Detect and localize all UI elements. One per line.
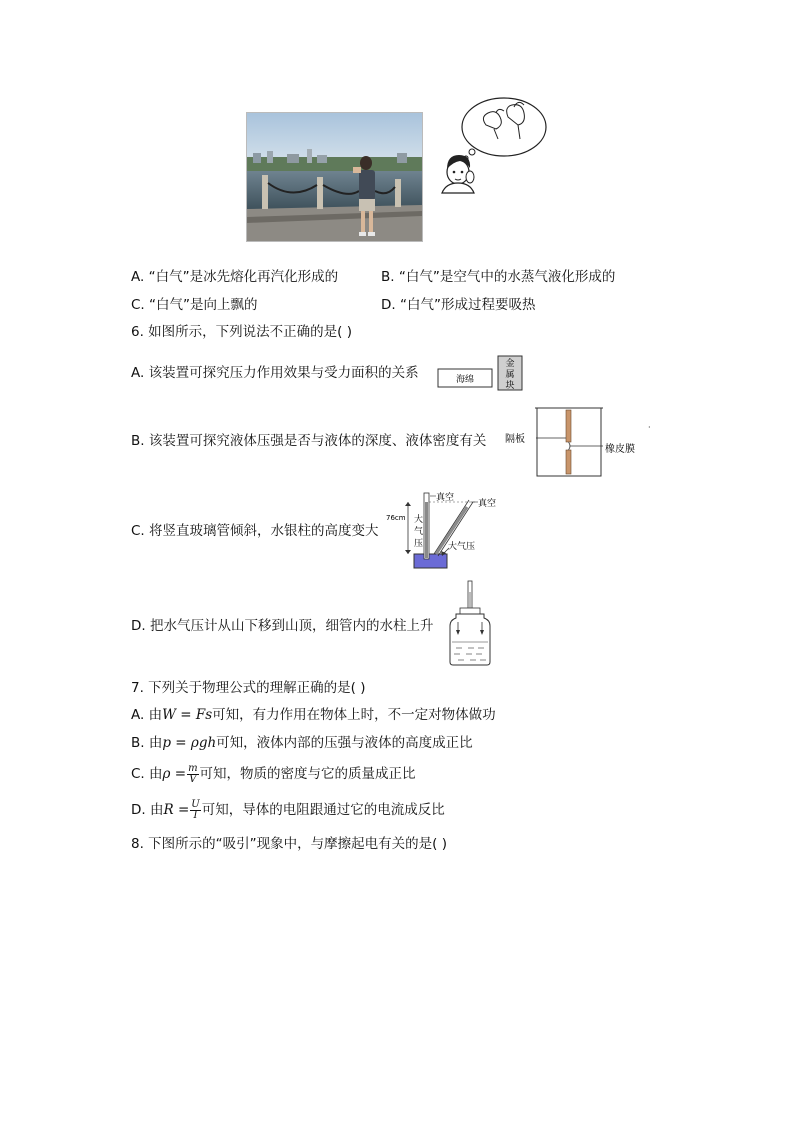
q7-a-prefix: A. 由 xyxy=(131,707,163,723)
q5-option-a: A. “白气”是冰先熔化再汽化形成的 xyxy=(131,269,339,285)
lake-photo xyxy=(246,112,423,242)
q7-option-c xyxy=(131,762,416,786)
partition-label: 隔板 xyxy=(505,434,525,445)
sponge-label: 海绵 xyxy=(455,375,475,385)
atm-label-3: 压 xyxy=(414,539,424,549)
q7-a-suffix: 可知，有力作用在物体上时，不一定对物体做功 xyxy=(212,707,496,723)
block-label-3: 块 xyxy=(505,381,515,391)
q5-option-d: D. “白气”形成过程要吸热 xyxy=(381,297,536,313)
q7-c-fraction xyxy=(187,764,198,785)
sponge-block-figure xyxy=(436,355,526,391)
q7-option-b xyxy=(131,734,473,752)
height-label: 76cm xyxy=(386,514,406,522)
q7-c-lhs: ρ = xyxy=(162,766,187,782)
q7-d-numerator: U xyxy=(191,798,200,810)
torricelli-experiment-figure xyxy=(386,490,506,572)
q7-a-formula: W = Fs xyxy=(162,707,213,723)
thinking-boy-illustration xyxy=(436,95,551,195)
q5-option-c: C. “白气”是向上飘的 xyxy=(131,297,258,313)
q6-option-a: A. 该装置可探究压力作用效果与受力面积的关系 xyxy=(131,365,419,381)
q7-d-suffix: 可知，导体的电阻跟通过它的电流成反比 xyxy=(201,802,445,818)
q6-option-b: B. 该装置可探究液体压强是否与液体的深度、液体密度有关 xyxy=(131,433,487,449)
atm-label-1: 大 xyxy=(414,515,424,525)
q6-option-d: D. 把水气压计从山下移到山顶，细管内的水柱上升 xyxy=(131,618,434,634)
q7-c-prefix: C. 由 xyxy=(131,766,163,782)
q8-stem: 8. 下图所示的“吸引”现象中，与摩擦起电有关的是( ) xyxy=(131,836,447,852)
q7-c-denominator: V xyxy=(189,773,197,785)
q7-c-numerator: m xyxy=(188,762,198,774)
q5-option-b: B. “白气”是空气中的水蒸气液化形成的 xyxy=(381,269,616,285)
q7-d-fraction xyxy=(190,800,200,821)
q6-stem: 6. 如图所示，下列说法不正确的是( ) xyxy=(131,324,352,340)
vacuum-label-1: 真空 xyxy=(436,493,455,503)
q6-option-c: C. 将竖直玻璃管倾斜，水银柱的高度变大 xyxy=(131,523,379,539)
q7-stem: 7. 下列关于物理公式的理解正确的是( ) xyxy=(131,680,366,696)
q7-d-denominator: I xyxy=(193,809,198,821)
q7-b-formula: p = ρgh xyxy=(162,735,217,751)
q7-option-a xyxy=(131,706,496,724)
vacuum-label-2: 真空 xyxy=(478,499,497,509)
q7-d-prefix: D. 由 xyxy=(131,802,164,818)
water-barometer-figure xyxy=(446,580,498,666)
q7-b-prefix: B. 由 xyxy=(131,735,163,751)
block-label-2: 属 xyxy=(505,370,515,380)
q7-option-d xyxy=(131,798,445,822)
q7-d-lhs: R = xyxy=(163,802,190,818)
q7-c-suffix: 可知，物质的密度与它的质量成正比 xyxy=(199,766,416,782)
atm-label-2: 气 xyxy=(414,527,424,537)
partition-container-figure xyxy=(500,400,655,480)
svg-text:·: · xyxy=(648,423,651,432)
atm-tilted-label: 大气压 xyxy=(448,542,476,552)
q7-b-suffix: 可知，液体内部的压强与液体的高度成正比 xyxy=(216,735,473,751)
membrane-label: 橡皮膜 xyxy=(605,444,635,455)
block-label-1: 金 xyxy=(505,359,515,369)
